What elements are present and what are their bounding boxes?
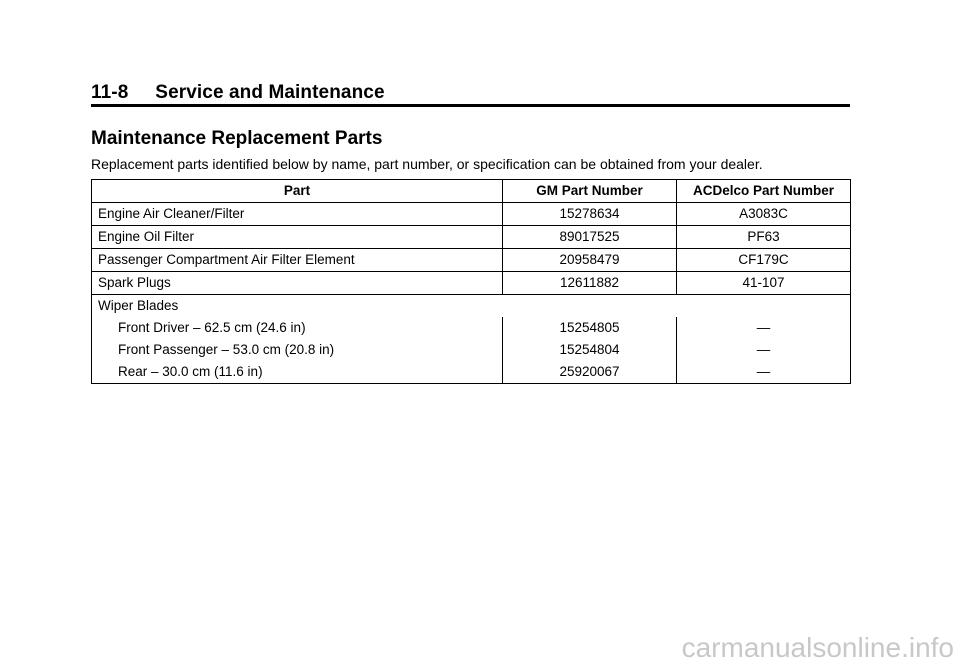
table-row xyxy=(92,203,851,226)
gm-part-number: 25920067 xyxy=(503,361,677,384)
table-group-row xyxy=(92,295,851,318)
table-row xyxy=(92,361,851,384)
gm-part-number: 89017525 xyxy=(503,226,677,249)
table-row xyxy=(92,272,851,295)
part-name: Engine Air Cleaner/Filter xyxy=(92,203,503,226)
part-name: Passenger Compartment Air Filter Element xyxy=(92,249,503,272)
header-gap xyxy=(128,82,155,103)
gm-part-number: 20958479 xyxy=(503,249,677,272)
gm-part-number: 15278634 xyxy=(503,203,677,226)
gm-part-number: 15254805 xyxy=(503,317,677,339)
table-header-row xyxy=(92,180,851,203)
part-name: Front Driver – 62.5 cm (24.6 in) xyxy=(92,317,503,339)
column-header-acdelco-part-number: ACDelco Part Number xyxy=(677,180,851,203)
column-header-part: Part xyxy=(92,180,503,203)
table-row xyxy=(92,339,851,361)
group-label-wiper-blades: Wiper Blades xyxy=(92,295,851,318)
page-header xyxy=(91,81,850,105)
acdelco-part-number: A3083C xyxy=(677,203,851,226)
watermark: carmanualsonline.info xyxy=(681,632,954,663)
acdelco-part-number: — xyxy=(677,339,851,361)
part-name: Rear – 30.0 cm (11.6 in) xyxy=(92,361,503,384)
gm-part-number: 15254804 xyxy=(503,339,677,361)
section-title: Maintenance Replacement Parts xyxy=(91,128,383,149)
gm-part-number: 12611882 xyxy=(503,272,677,295)
table-row xyxy=(92,317,851,339)
intro-text: Replacement parts identified below by name, part number, or specification can be obtained from your dealer. xyxy=(91,156,763,172)
parts-table xyxy=(91,179,851,384)
acdelco-part-number: CF179C xyxy=(677,249,851,272)
page-number: 11-8 xyxy=(91,82,129,103)
column-header-gm-part-number: GM Part Number xyxy=(503,180,677,203)
acdelco-part-number: — xyxy=(677,317,851,339)
acdelco-part-number: PF63 xyxy=(677,226,851,249)
table-row xyxy=(92,226,851,249)
acdelco-part-number: — xyxy=(677,361,851,384)
header-rule xyxy=(91,104,850,107)
section-name: Service and Maintenance xyxy=(155,82,385,103)
table-row xyxy=(92,249,851,272)
part-name: Engine Oil Filter xyxy=(92,226,503,249)
part-name: Front Passenger – 53.0 cm (20.8 in) xyxy=(92,339,503,361)
part-name: Spark Plugs xyxy=(92,272,503,295)
acdelco-part-number: 41-107 xyxy=(677,272,851,295)
